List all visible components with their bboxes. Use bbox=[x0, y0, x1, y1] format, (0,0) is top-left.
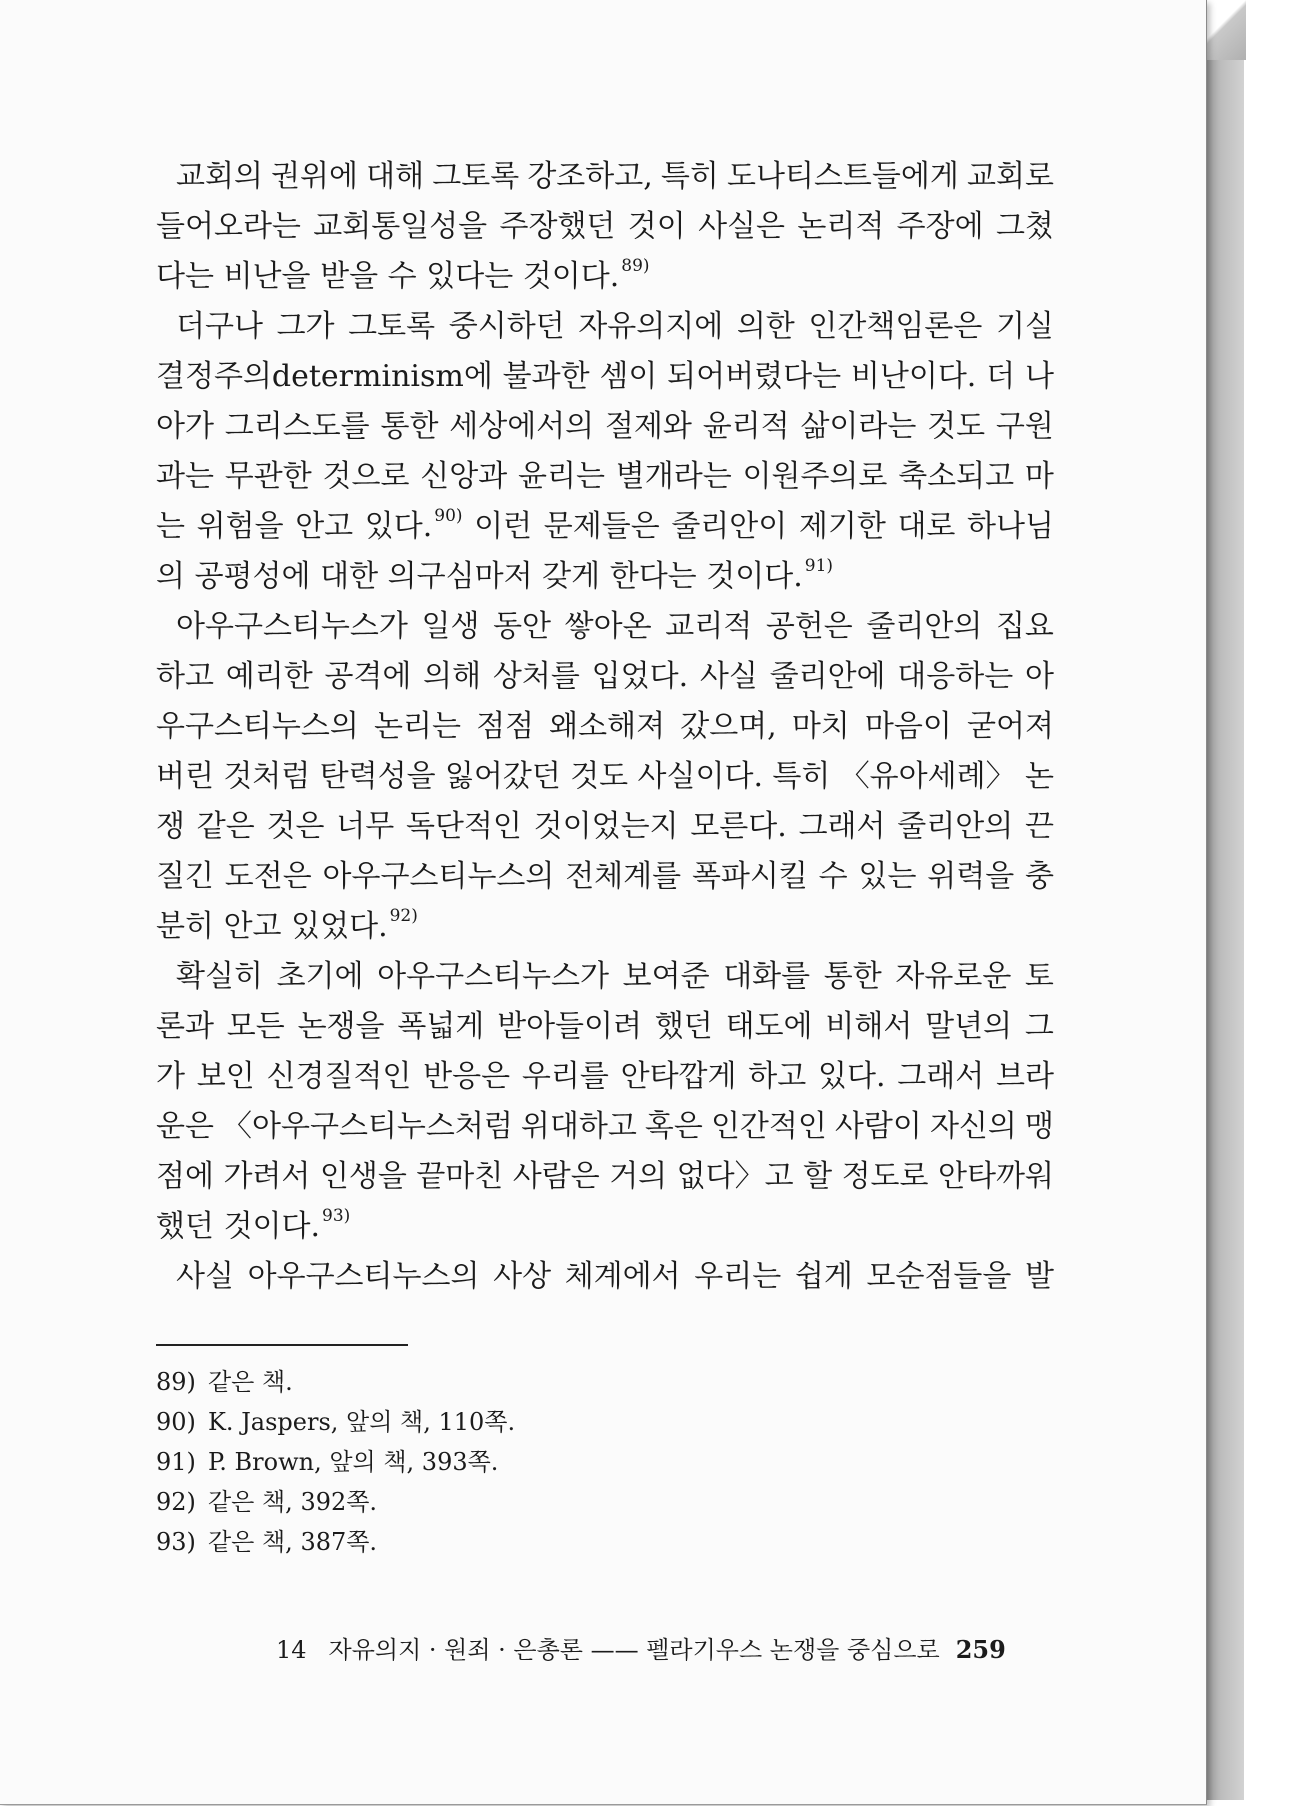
word: 더구나 bbox=[176, 309, 263, 344]
word: 버린 bbox=[156, 759, 214, 794]
word: 사람은 bbox=[512, 1159, 600, 1194]
footnote-text: K. Jaspers, 앞의 책, 110쪽. bbox=[208, 1408, 516, 1436]
word: 것이다. $^{93)}$ bbox=[223, 1206, 351, 1244]
word: 대해 bbox=[366, 159, 425, 194]
word: 그토록 bbox=[348, 309, 436, 344]
word: 굳어져 bbox=[967, 709, 1054, 744]
word: 사실이다. bbox=[637, 759, 763, 794]
text-line bbox=[156, 202, 1054, 252]
word: 것이다. $^{89)}$ bbox=[522, 256, 650, 294]
word: 모순점들을 bbox=[866, 1259, 1012, 1294]
paragraph bbox=[156, 1252, 1054, 1302]
word: 별개라는 bbox=[615, 459, 732, 494]
word: 들어오라는 bbox=[156, 209, 301, 244]
word: 의한 bbox=[736, 309, 795, 344]
word: 특히 bbox=[772, 759, 831, 794]
word: 이원주의로 bbox=[742, 459, 888, 494]
text-line bbox=[156, 752, 1054, 802]
word: 위대하고 bbox=[520, 1109, 637, 1144]
footnote-marker: 89) bbox=[621, 256, 650, 276]
word: 구원 bbox=[995, 409, 1054, 444]
word: 통한 bbox=[823, 959, 882, 994]
text-line bbox=[156, 1002, 1054, 1052]
word: 아가 bbox=[156, 409, 214, 444]
word: 논리적 bbox=[797, 209, 885, 244]
word: 사실은 bbox=[698, 209, 786, 244]
word: 분히 bbox=[156, 909, 214, 944]
word: 있는 bbox=[858, 859, 917, 894]
word: 인간적인 bbox=[710, 1109, 827, 1144]
footnote-marker: 92) bbox=[389, 906, 418, 926]
word: 셈이 bbox=[599, 359, 658, 394]
word: 의해 bbox=[423, 659, 482, 694]
footnote-rule bbox=[156, 1344, 408, 1346]
footnote bbox=[156, 1442, 515, 1482]
paragraph bbox=[156, 952, 1054, 1252]
word: 론과 bbox=[156, 1009, 214, 1044]
word: 확실히 bbox=[176, 959, 263, 994]
word: 쌓아온 bbox=[564, 609, 652, 644]
word: 폭파시킬 bbox=[691, 859, 808, 894]
word: 아우구스티누스의 bbox=[322, 859, 555, 894]
word: 비난이다. bbox=[850, 359, 977, 394]
word: 받아들이려 bbox=[497, 1009, 642, 1044]
word: 줄리안의 bbox=[866, 609, 983, 644]
word: 그리스도를 bbox=[224, 409, 370, 444]
book-page-edge bbox=[1206, 6, 1244, 1800]
word: 자유의지에 bbox=[578, 309, 724, 344]
word: 하고 bbox=[748, 1059, 807, 1094]
text-line bbox=[156, 352, 1054, 402]
footnotes bbox=[156, 1362, 515, 1562]
word: 전체계를 bbox=[565, 859, 682, 894]
paragraph bbox=[156, 302, 1054, 602]
text-line bbox=[156, 252, 1054, 302]
text-line bbox=[156, 1252, 1054, 1302]
word: 그토록 bbox=[432, 159, 520, 194]
word: 토 bbox=[1024, 959, 1054, 994]
word: 혹은 bbox=[644, 1109, 703, 1144]
text-line bbox=[156, 152, 1054, 202]
footnote bbox=[156, 1522, 515, 1562]
word: 받을 bbox=[320, 259, 379, 294]
word: 운은 bbox=[156, 1109, 214, 1144]
word: 왜소해져 bbox=[549, 709, 666, 744]
footnote bbox=[156, 1482, 515, 1522]
word: 것이었는지 bbox=[533, 809, 679, 844]
word: 없다〉고 bbox=[676, 1159, 794, 1194]
footnote-text: P. Brown, 앞의 책, 393쪽. bbox=[208, 1448, 499, 1476]
word: 안고 bbox=[223, 909, 282, 944]
word: 는 bbox=[156, 509, 185, 544]
text-line bbox=[156, 302, 1054, 352]
word: 너무 bbox=[336, 809, 395, 844]
word: 모든 bbox=[226, 1009, 285, 1044]
word: 것이 bbox=[627, 209, 686, 244]
word: 독단적인 bbox=[405, 809, 522, 844]
word: 갖게 bbox=[542, 559, 601, 594]
word: 더 bbox=[986, 359, 1016, 394]
word: 다는 bbox=[156, 259, 214, 294]
word-with-note bbox=[365, 502, 463, 552]
word: 사상 bbox=[493, 1259, 552, 1294]
word: 마치 bbox=[791, 709, 850, 744]
word: 절제와 bbox=[604, 409, 692, 444]
text-line bbox=[156, 1202, 1054, 1252]
word: 있다. bbox=[364, 509, 433, 544]
word: 대로 bbox=[897, 509, 956, 544]
word: 대한 bbox=[320, 559, 379, 594]
word: 말년의 bbox=[925, 1009, 1013, 1044]
word: 것은 bbox=[266, 809, 325, 844]
text-line bbox=[156, 552, 1054, 602]
footnote-marker: 93) bbox=[322, 1206, 351, 1226]
word: 논쟁을 bbox=[297, 1009, 385, 1044]
text-line bbox=[156, 1102, 1054, 1152]
word: 아 bbox=[1024, 659, 1054, 694]
word: 있었다. $^{92)}$ bbox=[291, 906, 418, 944]
text-line bbox=[156, 902, 1054, 952]
word: 사실 bbox=[176, 1259, 234, 1294]
word: 쟁 bbox=[156, 809, 185, 844]
word: 인간책임론은 bbox=[808, 309, 983, 344]
footnote-marker: 91) bbox=[804, 556, 834, 576]
word: 〈유아세례〉 bbox=[839, 759, 1016, 794]
word: 탄력성을 bbox=[319, 759, 436, 794]
word: 끝마친 bbox=[416, 1159, 504, 1194]
word: 논 bbox=[1024, 759, 1054, 794]
footnote-number: 93) bbox=[156, 1528, 196, 1556]
word: 반응은 bbox=[423, 1059, 511, 1094]
word: 것도 bbox=[927, 409, 986, 444]
word: 하나님 bbox=[967, 509, 1054, 544]
word: 사실 bbox=[699, 659, 758, 694]
word: 우리는 bbox=[694, 1259, 782, 1294]
word: 비해서 bbox=[825, 1009, 913, 1044]
word: 축소되고 bbox=[898, 459, 1015, 494]
word: 집요 bbox=[995, 609, 1054, 644]
word: 이런 bbox=[474, 509, 533, 544]
word: 거의 bbox=[609, 1159, 668, 1194]
word: 교리적 bbox=[665, 609, 753, 644]
word: 윤리는 bbox=[518, 459, 605, 494]
word: 통한 bbox=[380, 409, 439, 444]
word: 대화를 bbox=[723, 959, 811, 994]
text-line bbox=[156, 952, 1054, 1002]
word: 의구심마저 bbox=[387, 559, 533, 594]
word: 점점 bbox=[476, 709, 535, 744]
word: 것으로 bbox=[322, 459, 410, 494]
word: 갔으며, bbox=[680, 709, 777, 744]
word: 자유로운 bbox=[895, 959, 1012, 994]
text-line bbox=[156, 602, 1054, 652]
footnote-number: 90) bbox=[156, 1408, 196, 1436]
word: 안고 bbox=[295, 509, 354, 544]
body-text bbox=[156, 152, 1054, 1302]
word: 기실 bbox=[995, 309, 1054, 344]
word: 신앙과 bbox=[420, 459, 508, 494]
word: 것도 bbox=[570, 759, 629, 794]
word: 과는 bbox=[156, 459, 214, 494]
word: 되어버렸다는 bbox=[667, 359, 842, 394]
word: 권위에 bbox=[271, 159, 359, 194]
word: 강조하고, bbox=[527, 159, 653, 194]
word: 문제들은 bbox=[543, 509, 660, 544]
word: 것이다. $^{91)}$ bbox=[706, 556, 834, 594]
word: 체계에서 bbox=[564, 1259, 681, 1294]
word: 도나티스트들에게 bbox=[727, 159, 959, 194]
word: 〈아우구스티누스처럼 bbox=[222, 1109, 513, 1144]
text-line bbox=[156, 1052, 1054, 1102]
word: 초기에 bbox=[276, 959, 364, 994]
word: 동안 bbox=[493, 609, 552, 644]
word: 입었다. bbox=[591, 659, 689, 694]
running-footer bbox=[276, 1630, 1026, 1665]
word: 줄리안에 bbox=[769, 659, 886, 694]
word: 한다는 bbox=[609, 559, 697, 594]
word: 우구스티누스의 bbox=[156, 709, 359, 744]
word: 끈 bbox=[1024, 809, 1054, 844]
word: 위력을 bbox=[927, 859, 1015, 894]
word: 도전은 bbox=[224, 859, 312, 894]
word: 그래서 bbox=[798, 809, 886, 844]
word: 교회통일성을 bbox=[313, 209, 488, 244]
word: 무관한 bbox=[224, 459, 312, 494]
word: 대응하는 bbox=[897, 659, 1014, 694]
word: 논리는 bbox=[374, 709, 461, 744]
word: 충 bbox=[1025, 859, 1054, 894]
page-number: 259 bbox=[955, 1635, 1006, 1664]
footnote bbox=[156, 1362, 515, 1402]
word: 공평성에 bbox=[194, 559, 311, 594]
word: 점에 bbox=[156, 1159, 214, 1194]
word: 있다. bbox=[818, 1059, 886, 1094]
word: 자신의 bbox=[929, 1109, 1017, 1144]
word: 일생 bbox=[421, 609, 480, 644]
text-line bbox=[156, 802, 1054, 852]
footnote-number: 92) bbox=[156, 1488, 196, 1516]
word: 마음이 bbox=[864, 709, 952, 744]
text-line bbox=[156, 402, 1054, 452]
word: 태도에 bbox=[725, 1009, 813, 1044]
word: 줄리안이 bbox=[671, 509, 788, 544]
text-line bbox=[156, 1152, 1054, 1202]
running-title: 자유의지 · 원죄 · 은총론 —— 펠라기우스 논쟁을 중심으로 bbox=[328, 1636, 940, 1664]
word: 삶이라는 bbox=[800, 409, 917, 444]
footnote-number: 91) bbox=[156, 1448, 196, 1476]
word: 나 bbox=[1024, 359, 1054, 394]
word: 그 bbox=[1024, 1009, 1054, 1044]
word: 아우구스티누스가 bbox=[176, 609, 408, 644]
word: 윤리적 bbox=[702, 409, 790, 444]
text-line bbox=[156, 652, 1054, 702]
word: 잃어갔던 bbox=[444, 759, 561, 794]
word: 발 bbox=[1025, 1259, 1054, 1294]
chapter-number: 14 bbox=[276, 1636, 307, 1664]
word: 공격에 bbox=[324, 659, 412, 694]
text-line bbox=[156, 852, 1054, 902]
word: 안타까워 bbox=[938, 1159, 1054, 1194]
word: 그가 bbox=[276, 309, 335, 344]
paragraph bbox=[156, 602, 1054, 952]
word: 결정주의determinism에 bbox=[156, 359, 493, 394]
word: 공헌은 bbox=[765, 609, 853, 644]
word: 비난을 bbox=[223, 259, 311, 294]
footnote-marker: 90) bbox=[434, 506, 463, 526]
word: 특히 bbox=[660, 159, 719, 194]
word: 보인 bbox=[196, 1059, 255, 1094]
word: 신경질적인 bbox=[266, 1059, 412, 1094]
word: 가 bbox=[156, 1059, 185, 1094]
word: 맹 bbox=[1024, 1109, 1054, 1144]
word: 수 bbox=[818, 859, 848, 894]
word: 정도로 bbox=[841, 1159, 929, 1194]
word: 것처럼 bbox=[223, 759, 311, 794]
word: 수 bbox=[387, 259, 417, 294]
word: 교회의 bbox=[176, 159, 263, 194]
word: 가려서 bbox=[223, 1159, 311, 1194]
word: 불과한 bbox=[502, 359, 590, 394]
word: 했던 bbox=[654, 1009, 713, 1044]
text-line bbox=[156, 702, 1054, 752]
footnote-text: 같은 책, 392쪽. bbox=[208, 1488, 378, 1516]
word: 아우구스티누스가 bbox=[377, 959, 609, 994]
word: 브라 bbox=[996, 1059, 1054, 1094]
word: 위험을 bbox=[196, 509, 284, 544]
word: 상처를 bbox=[492, 659, 580, 694]
word: 우리를 bbox=[521, 1059, 609, 1094]
word: 쉽게 bbox=[794, 1259, 853, 1294]
text-line bbox=[156, 452, 1054, 502]
word: 세상에서의 bbox=[449, 409, 595, 444]
word: 폭넓게 bbox=[397, 1009, 485, 1044]
word: 질긴 bbox=[156, 859, 214, 894]
word: 마 bbox=[1024, 459, 1054, 494]
word: 모른다. bbox=[690, 809, 787, 844]
word: 중시하던 bbox=[448, 309, 565, 344]
word: 보여준 bbox=[622, 959, 710, 994]
word: 주장에 bbox=[896, 209, 984, 244]
text-line bbox=[156, 502, 1054, 552]
word: 사람이 bbox=[834, 1109, 922, 1144]
word: 줄리안의 bbox=[897, 809, 1014, 844]
word: 그래서 bbox=[897, 1059, 985, 1094]
word: 제기한 bbox=[798, 509, 886, 544]
footnote-text: 같은 책. bbox=[208, 1368, 293, 1396]
word: 주장했던 bbox=[499, 209, 616, 244]
word: 인생을 bbox=[319, 1159, 407, 1194]
word: 할 bbox=[803, 1159, 833, 1194]
word: 그쳤 bbox=[995, 209, 1054, 244]
word: 있다는 bbox=[426, 259, 514, 294]
word: 아우구스티누스의 bbox=[247, 1259, 480, 1294]
footnote-text: 같은 책, 387쪽. bbox=[208, 1528, 378, 1556]
word: 하고 bbox=[156, 659, 214, 694]
word: 안타깝게 bbox=[620, 1059, 737, 1094]
paragraph bbox=[156, 152, 1054, 302]
word: 교회로 bbox=[966, 159, 1054, 194]
word: 같은 bbox=[196, 809, 255, 844]
footnote bbox=[156, 1402, 515, 1442]
word: 의 bbox=[156, 559, 185, 594]
footnote-number: 89) bbox=[156, 1368, 196, 1396]
word: 예리한 bbox=[225, 659, 313, 694]
word: 했던 bbox=[156, 1209, 214, 1244]
